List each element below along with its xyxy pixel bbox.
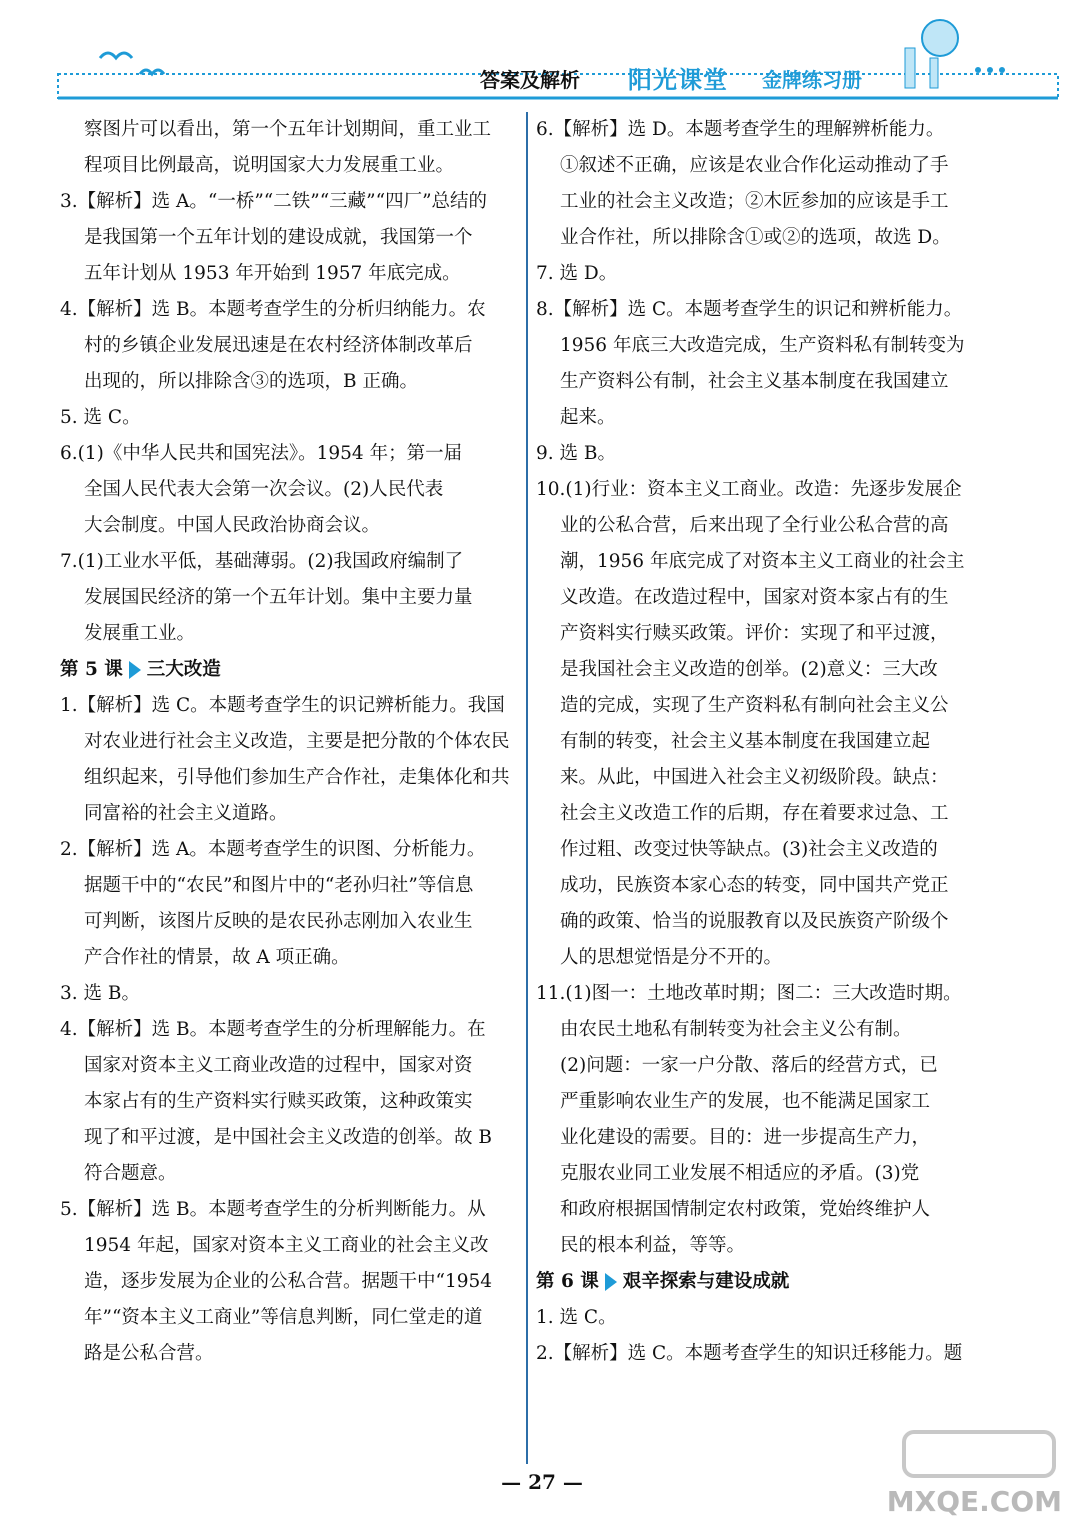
text-line: 产资料实行赎买政策。评价：实现了和平过渡， [560, 623, 949, 644]
text-line: 来。从此，中国进入社会主义初级阶段。缺点： [560, 767, 949, 788]
lesson-heading [60, 652, 520, 688]
text-line: 3.【解析】选 A。“一桥”“二铁”“三藏”“四厂”总结的 [60, 191, 488, 212]
text-line: 造，逐步发展为企业的公私合营。据题干中“1954 [84, 1271, 493, 1292]
chevron-right-icon [605, 1273, 617, 1291]
text-line: 4.【解析】选 B。本题考查学生的分析理解能力。在 [60, 1019, 486, 1040]
text-line: 本家占有的生产资料实行赎买政策，这种政策实 [84, 1091, 473, 1112]
text-line: 造的完成，实现了生产资料私有制向社会主义公 [560, 695, 949, 716]
text-line: 业的公私合营，后来出现了全行业公私合营的高 [560, 515, 949, 536]
text-line: 据题干中的“农民”和图片中的“老孙归社”等信息 [84, 875, 474, 896]
text-line: 村的乡镇企业发展迅速是在农村经济体制改革后 [84, 335, 473, 356]
text-line: 察图片可以看出，第一个五年计划期间，重工业工 [84, 119, 492, 140]
text-line: 路是公私合营。 [84, 1343, 214, 1364]
text-line: 是我国社会主义改造的创举。(2)意义：三大改 [560, 659, 938, 680]
text-line: 1. 选 C。 [536, 1307, 617, 1328]
text-line: 由农民土地私有制转变为社会主义公有制。 [560, 1019, 912, 1040]
page-number: — 27 — [501, 1470, 583, 1494]
text-line: 人的思想觉悟是分不开的。 [560, 947, 783, 968]
text-line: 9. 选 B。 [536, 443, 617, 464]
text-line: 确的政策、恰当的说服教育以及民族资产阶级个 [560, 911, 949, 932]
text-line: 业化建设的需要。目的：进一步提高生产力， [560, 1127, 931, 1148]
lesson-heading [536, 1264, 1011, 1300]
text-line: 是我国第一个五年计划的建设成就，我国第一个 [84, 227, 473, 248]
text-line: 可判断，该图片反映的是农民孙志刚加入农业生 [84, 911, 473, 932]
lesson-number: 第 6 课 [536, 1271, 599, 1292]
text-line: 8.【解析】选 C。本题考查学生的识记和辨析能力。 [536, 299, 963, 320]
text-line: 严重影响农业生产的发展，也不能满足国家工 [560, 1091, 931, 1112]
text-line: 和政府根据国情制定农村政策，党始终维护人 [560, 1199, 931, 1220]
text-line: 发展重工业。 [84, 623, 196, 644]
text-line: 1954 年起，国家对资本主义工商业的社会主义改 [84, 1235, 489, 1256]
text-line: ①叙述不正确，应该是农业合作化运动推动了手 [560, 155, 949, 176]
text-line: 产合作社的情景，故 A 项正确。 [84, 947, 350, 968]
text-line: 2.【解析】选 C。本题考查学生的知识迁移能力。题 [536, 1343, 963, 1364]
text-line: 1956 年底三大改造完成，生产资料私有制转变为 [560, 335, 965, 356]
lesson-title: 艰辛探索与建设成就 [622, 1271, 790, 1292]
text-line: 程项目比例最高，说明国家大力发展重工业。 [84, 155, 455, 176]
section-title: 答案及解析 [480, 68, 580, 92]
column-divider [526, 112, 528, 1464]
text-line: 工业的社会主义改造；②木匠参加的应该是手工 [560, 191, 949, 212]
page-header [0, 0, 1084, 112]
text-line: 国家对资本主义工商业改造的过程中，国家对资 [84, 1055, 473, 1076]
text-line: 作过粗、改变过快等缺点。(3)社会主义改造的 [560, 839, 938, 860]
right-column [536, 112, 1011, 1372]
text-line: 大会制度。中国人民政治协商会议。 [84, 515, 381, 536]
text-line: 5.【解析】选 B。本题考查学生的分析判断能力。从 [60, 1199, 486, 1220]
chevron-right-icon [129, 661, 141, 679]
header-decoration [0, 0, 1084, 112]
text-line: 5. 选 C。 [60, 407, 141, 428]
text-line: 五年计划从 1953 年开始到 1957 年底完成。 [84, 263, 461, 284]
text-line: 有制的转变，社会主义基本制度在我国建立起 [560, 731, 931, 752]
text-line: 对农业进行社会主义改造，主要是把分散的个体农民 [84, 731, 510, 752]
series-title: 金牌练习册 [762, 68, 862, 92]
text-line: 同富裕的社会主义道路。 [84, 803, 288, 824]
left-column [60, 112, 520, 1372]
text-line: 组织起来，引导他们参加生产合作社，走集体化和共 [84, 767, 510, 788]
text-line: 成功，民族资本家心态的转变，同中国共产党正 [560, 875, 949, 896]
text-line: 符合题意。 [84, 1163, 177, 1184]
text-line: 6.(1)《中华人民共和国宪法》。1954 年；第一届 [60, 443, 463, 464]
text-line: 出现的，所以排除含③的选项，B 正确。 [84, 371, 418, 392]
text-line: 11.(1)图一：土地改革时期；图二：三大改造时期。 [536, 983, 962, 1004]
text-line: 义改造。在改造过程中，国家对资本家占有的生 [560, 587, 949, 608]
lesson-title: 三大改造 [146, 659, 221, 680]
text-line: 业合作社，所以排除含①或②的选项，故选 D。 [560, 227, 951, 248]
text-line: 3. 选 B。 [60, 983, 141, 1004]
text-line: 2.【解析】选 A。本题考查学生的识图、分析能力。 [60, 839, 486, 860]
text-line: 生产资料公有制，社会主义基本制度在我国建立 [560, 371, 949, 392]
text-line: 10.(1)行业：资本主义工商业。改造：先逐步发展企 [536, 479, 962, 500]
text-line: 起来。 [560, 407, 616, 428]
text-line: 6.【解析】选 D。本题考查学生的理解辨析能力。 [536, 119, 945, 140]
text-line: 4.【解析】选 B。本题考查学生的分析归纳能力。农 [60, 299, 486, 320]
text-line: (2)问题：一家一户分散、落后的经营方式，已 [560, 1055, 938, 1076]
text-line: 社会主义改造工作的后期，存在着要求过急、工 [560, 803, 949, 824]
text-line: 民的根本利益，等等。 [560, 1235, 746, 1256]
text-line: 1.【解析】选 C。本题考查学生的识记辨析能力。我国 [60, 695, 505, 716]
text-line: 潮，1956 年底完成了对资本主义工商业的社会主 [560, 551, 965, 572]
text-line: 发展国民经济的第一个五年计划。集中主要力量 [84, 587, 473, 608]
text-line: 年”“资本主义工商业”等信息判断，同仁堂走的道 [84, 1307, 483, 1328]
text-line: 7. 选 D。 [536, 263, 618, 284]
text-line: 克服农业同工业发展不相适应的矛盾。(3)党 [560, 1163, 920, 1184]
brand-title: 阳光课堂 [628, 66, 728, 94]
text-line: 全国人民代表大会第一次会议。(2)人民代表 [84, 479, 444, 500]
text-line: 现了和平过渡，是中国社会主义改造的创举。故 B [84, 1127, 492, 1148]
text-line: 7.(1)工业水平低，基础薄弱。(2)我国政府编制了 [60, 551, 464, 572]
watermark-text: MXQE.COM [886, 1485, 1062, 1518]
lesson-number: 第 5 课 [60, 659, 123, 680]
